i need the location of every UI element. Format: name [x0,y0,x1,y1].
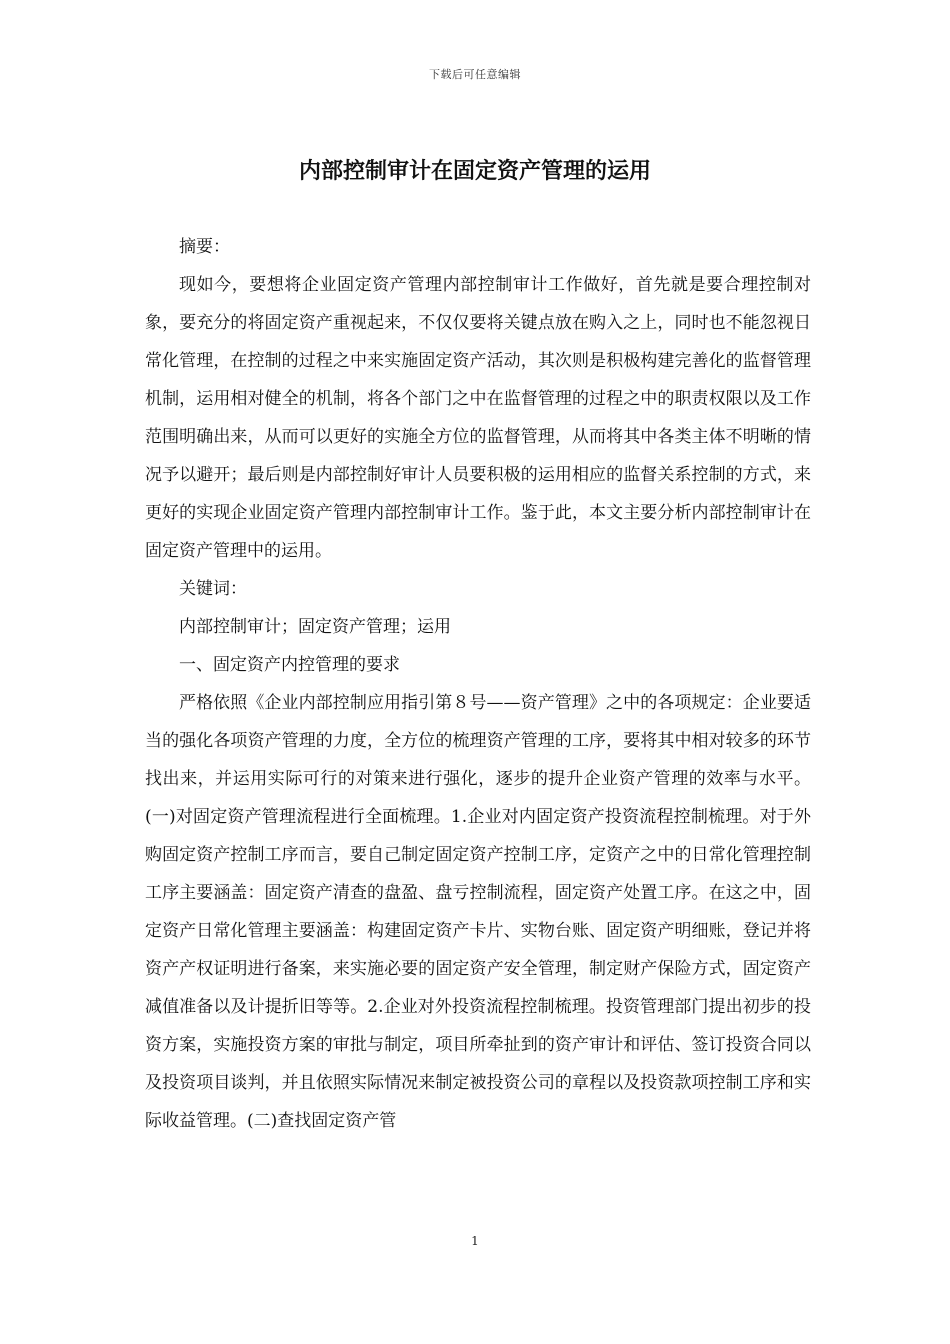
keywords-label: 关键词： [179,579,247,599]
page-number: 1 [471,1234,479,1248]
keywords-paragraph: 内部控制审计；固定资产管理；运用 [179,617,451,637]
section-paragraph: 严格依照《企业内部控制应用指引第８号——资产管理》之中的各项规定：企业要适当的强化各项资产管理的力度，全方位的梳理资产管理的工序，要将其中相对较多的环节找出来，并运用实际可行的对策来进行强化，逐步的提升企业资产管理的效率与水平。(一)对固定资产管理流程进行全面梳理。1.企业对内固定资产投资流程控制梳理。对于外购固定资产控制工序而言，要自己制定固定资产控制工序，定资产之中的日常化管理控制工序主要涵盖：固定资产清查的盘盈、盘亏控制流程，固定资产处置工序。在这之中，固定资产日常化管理主要涵盖：构建固定资产卡片、实物台账、固定资产明细账，登记并将资产产权证明进行备案，来实施必要的固定资产安全管理，制定财产保险方式，固定资产减值准备以及计提折旧等等。2.企业对外投资流程控制梳理。投资管理部门提出初步的投资方案，实施投资方案的审批与制定，项目所牵扯到的资产审计和评估、签订投资合同以及投资项目谈判，并且依照实际情况来制定被投资公司的章程以及投资款项控制工序和实际收益管理。(二)查找固定资产管 [145,693,811,1131]
abstract-paragraph: 现如今，要想将企业固定资产管理内部控制审计工作做好，首先就是要合理控制对象，要充分的将固定资产重视起来，不仅仅要将关键点放在购入之上，同时也不能忽视日常化管理，在控制的过程之中来实施固定资产活动，其次则是积极构建完善化的监督管理机制，运用相对健全的机制，将各个部门之中在监督管理的过程之中的职责权限以及工作范围明确出来，从而可以更好的实施全方位的监督管理，从而将其中各类主体不明晰的情况予以避开；最后则是内部控制好审计人员要积极的运用相应的监督关系控制的方式，来更好的实现企业固定资产管理内部控制审计工作。鉴于此，本文主要分析内部控制审计在固定资产管理中的运用。 [145,275,811,561]
header-note: 下载后可任意编辑 [429,68,521,81]
document-body [145,228,811,1140]
section-heading: 一、固定资产内控管理的要求 [179,655,400,675]
abstract-label: 摘要： [179,237,230,257]
document-title: 内部控制审计在固定资产管理的运用 [298,159,651,184]
